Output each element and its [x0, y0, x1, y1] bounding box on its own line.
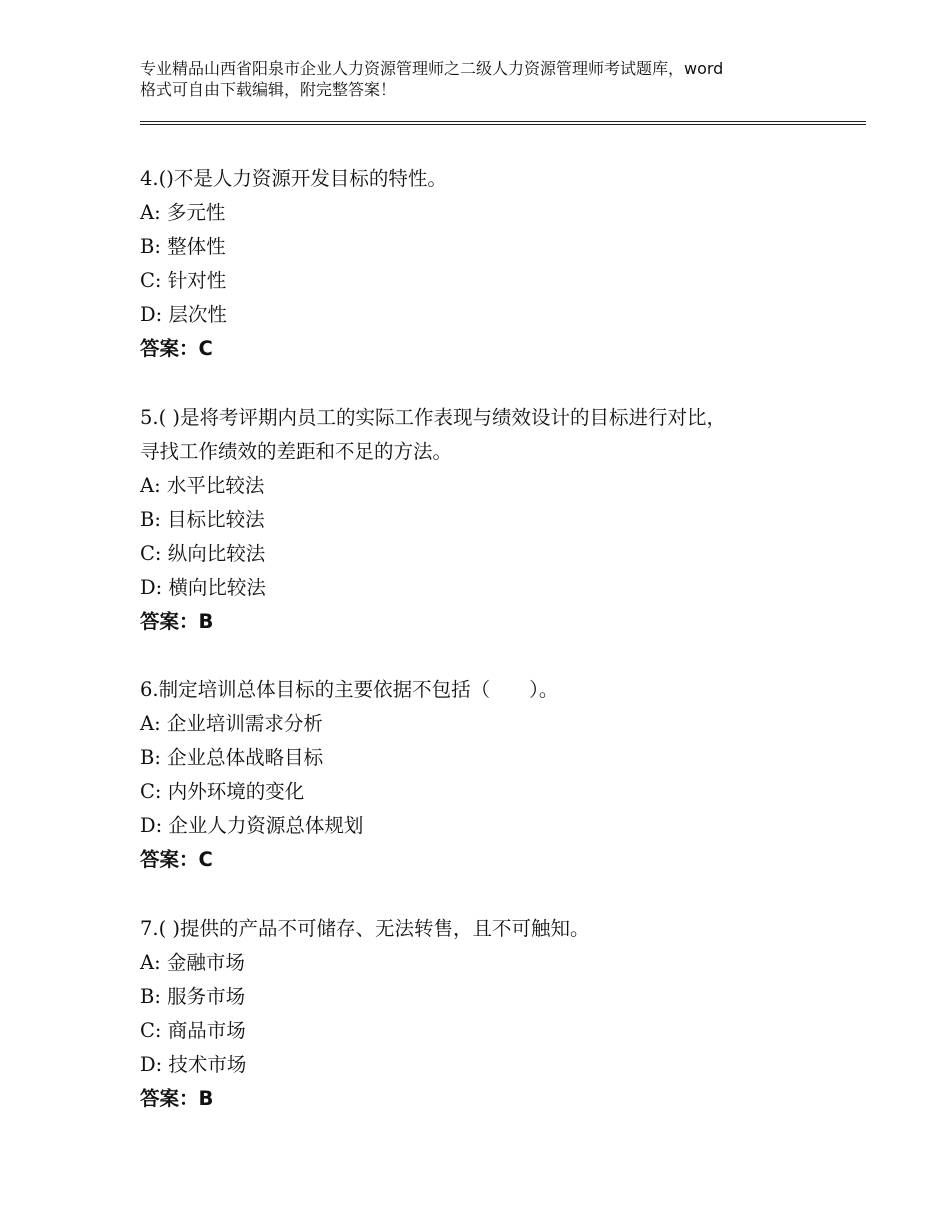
- answer-label: 答案：C: [140, 337, 213, 360]
- option-d: D: 技术市场: [140, 1053, 247, 1076]
- answer-label: 答案：B: [140, 1087, 214, 1110]
- header-divider-bottom: [140, 124, 866, 125]
- question-stem: 5.( )是将考评期内员工的实际工作表现与绩效设计的目标进行对比，: [140, 406, 727, 429]
- option-d: D: 企业人力资源总体规划: [140, 814, 364, 837]
- option-a: A: 多元性: [140, 201, 226, 224]
- answer-label: 答案：B: [140, 610, 214, 633]
- option-c: C: 内外环境的变化: [140, 780, 305, 803]
- question-6: [140, 673, 840, 877]
- option-a: A: 水平比较法: [140, 474, 265, 497]
- option-d: D: 层次性: [140, 303, 227, 326]
- option-a: A: 企业培训需求分析: [140, 712, 323, 735]
- option-b: B: 企业总体战略目标: [140, 746, 324, 769]
- question-7: [140, 912, 840, 1116]
- option-b: B: 目标比较法: [140, 508, 265, 531]
- question-stem: 6.制定培训总体目标的主要依据不包括（ ）。: [140, 678, 559, 701]
- option-b: B: 服务市场: [140, 985, 246, 1008]
- answer-label: 答案：C: [140, 848, 213, 871]
- option-d: D: 横向比较法: [140, 576, 266, 599]
- header-title-line-1: 专业精品山西省阳泉市企业人力资源管理师之二级人力资源管理师考试题库，word: [140, 59, 724, 78]
- document-header: [140, 58, 840, 100]
- question-stem: 4.()不是人力资源开发目标的特性。: [140, 167, 447, 190]
- header-divider-top: [140, 121, 866, 122]
- question-4: [140, 162, 840, 366]
- header-title-line-2: 格式可自由下载编辑，附完整答案！: [140, 80, 397, 99]
- question-stem-continued: 寻找工作绩效的差距和不足的方法。: [140, 440, 453, 463]
- option-c: C: 针对性: [140, 269, 227, 292]
- option-b: B: 整体性: [140, 235, 226, 258]
- question-5: [140, 401, 840, 639]
- question-stem: 7.( )提供的产品不可储存、无法转售，且不可触知。: [140, 917, 590, 940]
- option-a: A: 金融市场: [140, 951, 245, 974]
- option-c: C: 纵向比较法: [140, 542, 266, 565]
- option-c: C: 商品市场: [140, 1019, 246, 1042]
